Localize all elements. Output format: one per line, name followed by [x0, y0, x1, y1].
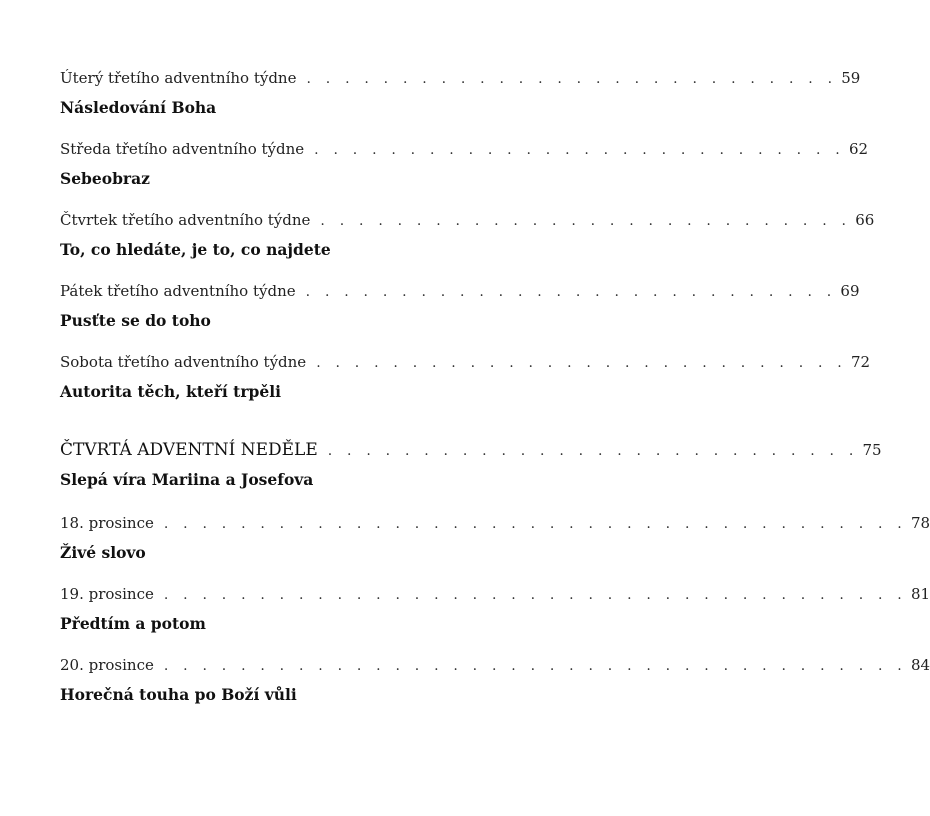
- dot-leader: . . . . . . . . . . . . . . . . . . . . . . . . . . . .: [320, 213, 852, 229]
- toc-entry-line: [60, 281, 860, 302]
- toc-entry: [60, 352, 871, 402]
- toc-entry-label: Sobota třetího adventního týdne: [60, 353, 307, 371]
- toc-entry-line: [60, 68, 861, 89]
- dot-leader: . . . . . . . . . . . . . . . . . . . . . . . . . . . . . . . . . . . . . . .: [163, 658, 907, 674]
- toc-entry-line: [60, 139, 869, 160]
- toc-entry-label: Středa třetího adventního týdne: [60, 140, 305, 158]
- toc-section: [60, 439, 882, 490]
- toc-entry-page: 62: [848, 140, 869, 158]
- toc-entry-label: Čtvrtek třetího adventního týdne: [60, 211, 311, 229]
- toc-entry-label: Pátek třetího adventního týdne: [60, 282, 296, 300]
- toc-entry: [60, 139, 869, 189]
- toc-entry-label: 19. prosince: [60, 585, 154, 603]
- toc-entry-page: 78: [910, 514, 930, 532]
- toc-entry-line: [60, 655, 930, 676]
- toc-section-title: Slepá víra Mariina a Josefova: [60, 470, 314, 489]
- toc-entry: [60, 513, 930, 563]
- dot-leader: . . . . . . . . . . . . . . . . . . . . . . . . . . . . . . . . . . . . . . .: [163, 516, 907, 532]
- toc-entry-title: To, co hledáte, je to, co najdete: [60, 240, 331, 259]
- toc-entry-line: [60, 210, 875, 231]
- toc-entry-label: 18. prosince: [60, 514, 154, 532]
- toc-entry-page: 59: [841, 69, 861, 87]
- toc-entry-label: Úterý třetího adventního týdne: [60, 69, 297, 87]
- toc-entry-page: 66: [855, 211, 875, 229]
- toc-entry-line: [60, 584, 930, 605]
- toc-entry-title: Autorita těch, kteří trpěli: [60, 382, 281, 401]
- toc-entry: [60, 281, 860, 331]
- toc-entry-title: Následování Boha: [60, 98, 217, 117]
- toc-entry-line: [60, 513, 930, 534]
- dot-leader: . . . . . . . . . . . . . . . . . . . . . . . . . . . . . . . . . . . . . . .: [163, 587, 907, 603]
- dot-leader: . . . . . . . . . . . . . . . . . . . . . . . . . . . .: [314, 142, 845, 158]
- toc-entry-page: 84: [910, 656, 930, 674]
- dot-leader: . . . . . . . . . . . . . . . . . . . . . . . . . . . .: [327, 443, 859, 459]
- toc-entry-page: 81: [910, 585, 930, 603]
- toc-entry-title: Živé slovo: [60, 543, 146, 562]
- toc-entry-page: 69: [840, 282, 860, 300]
- dot-leader: . . . . . . . . . . . . . . . . . . . . . . . . . . . .: [305, 284, 837, 300]
- toc-entry: [60, 655, 930, 705]
- toc-entry-label: 20. prosince: [60, 656, 154, 674]
- toc-entry: [60, 68, 861, 118]
- dot-leader: . . . . . . . . . . . . . . . . . . . . . . . . . . . .: [316, 355, 847, 371]
- toc-section-heading: ČTVRTÁ ADVENTNÍ NEDĚLE: [60, 440, 318, 460]
- dot-leader: . . . . . . . . . . . . . . . . . . . . . . . . . . . .: [306, 71, 838, 87]
- toc-entry: [60, 584, 930, 634]
- toc-entry-line: [60, 352, 871, 373]
- toc-entry-title: Horečná touha po Boží vůli: [60, 685, 297, 704]
- toc-entry-title: Předtím a potom: [60, 614, 206, 633]
- toc-section-line: [60, 439, 882, 462]
- toc-entry-page: 72: [850, 353, 871, 371]
- toc-entry-title: Sebeobraz: [60, 169, 150, 188]
- toc-entry-title: Pusťte se do toho: [60, 311, 211, 330]
- toc-section-page: 75: [862, 441, 882, 459]
- toc-entry: [60, 210, 875, 260]
